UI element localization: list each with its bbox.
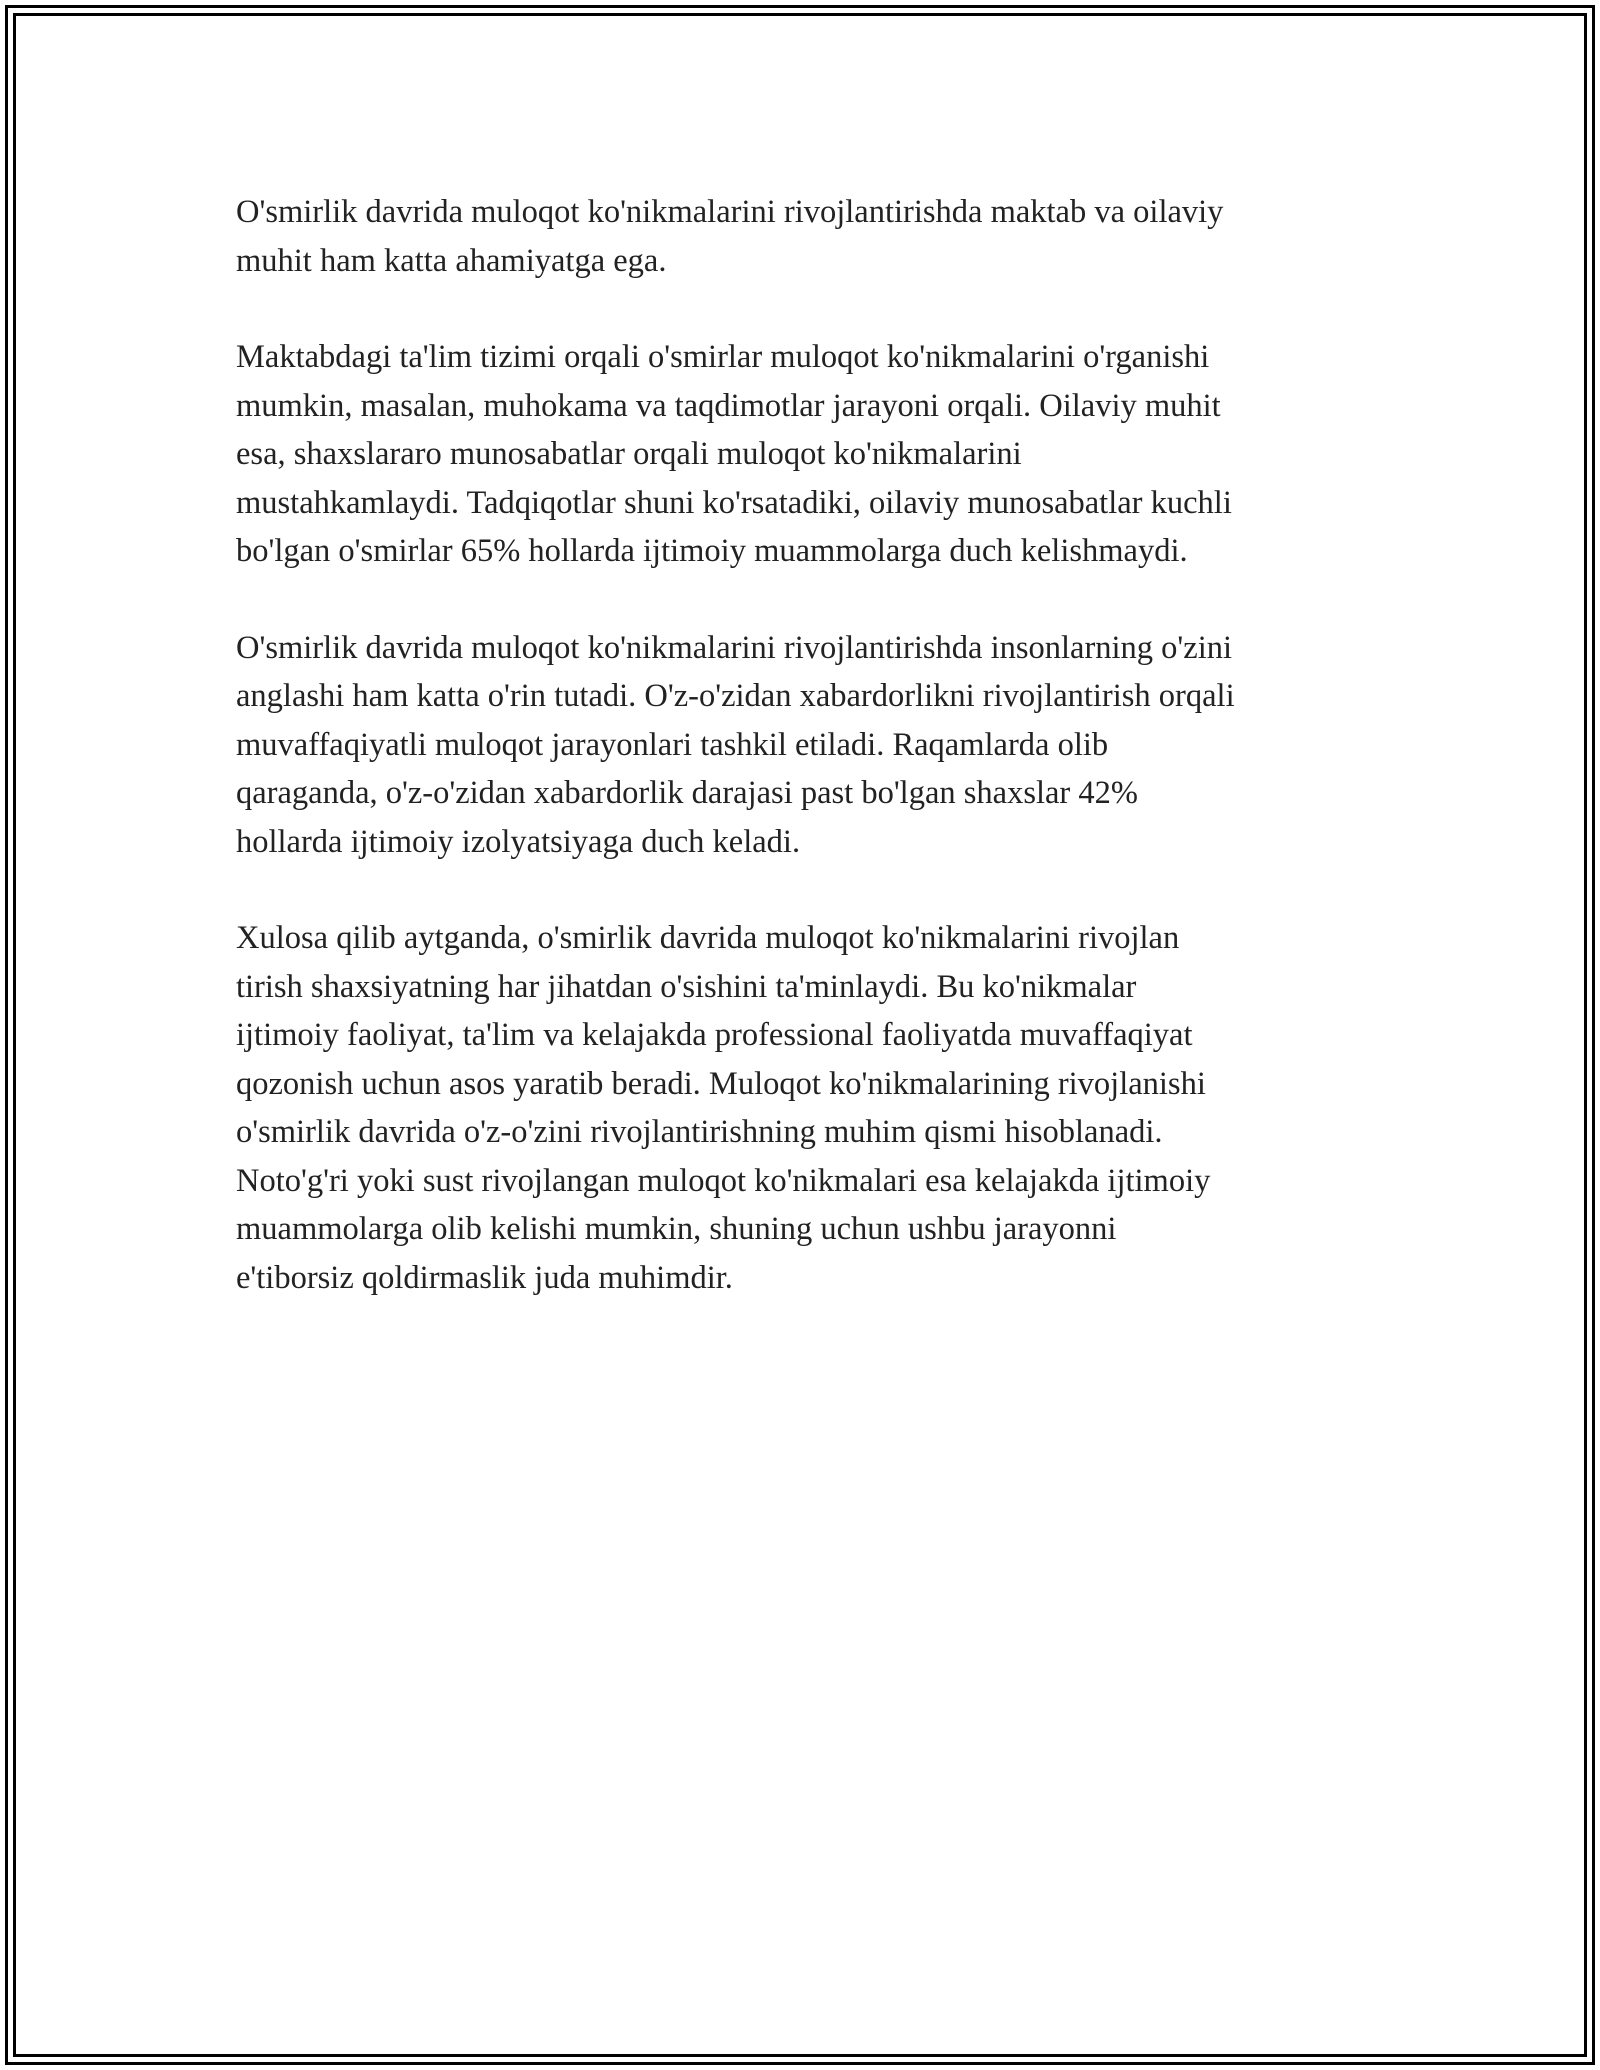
document-body <box>236 188 1371 1350</box>
paragraph-1: O'smirlik davrida muloqot ko'nikmalarini rivojlantirishda maktab va oilaviy muhit ham katta ahamiyatga ega. <box>236 194 1224 279</box>
paragraph-2: Maktabdagi ta'lim tizimi orqali o'smirlar muloqot ko'nikmalarini o'rganishi mumkin, masalan, muhokama va taqdimotlar jarayoni orqali. Oilaviy muhit esa, shaxslararo munosabatlar orqali muloqot ko'nikmalarini mustahkamlaydi. Tadqiqotlar shuni ko'rsatadiki, oilaviy munosabatlar kuchli bo'lgan o'smirlar 65% hollarda ijtimoiy muammolarga duch kelishmaydi. <box>236 339 1232 569</box>
paragraph-3: O'smirlik davrida muloqot ko'nikmalarini rivojlantirishda insonlarning o'zini anglashi ham katta o'rin tutadi. O'z-o'zidan xabardorlikni rivojlantirish orqali muvaffaqiyatli muloqot jarayonlari tashkil etiladi. Raqamlarda olib qaraganda, o'z-o'zidan xabardorlik darajasi past bo'lgan shaxslar 42% hollarda ijtimoiy izolyatsiyaga duch keladi. <box>236 629 1235 860</box>
paragraph-4: Xulosa qilib aytganda, o'smirlik davrida muloqot ko'nikmalarini rivojlan tirish shaxsiyatning har jihatdan o'sishini ta'minlaydi. Bu ko'nikmalar ijtimoiy faoliyat, ta'lim va kelajakda professional faoliyatda muvaffaqiyat qozonish uchun asos yaratib beradi. Muloqot ko'nikmalarining rivojlanishi o'smirlik davrida o'z-o'zini rivojlantirishning muhim qismi hisoblanadi. Noto'g'ri yoki sust rivojlangan muloqot ko'nikmalari esa kelajakda ijtimoiy muammolarga olib kelishi mumkin, shuning uchun ushbu jarayonni e'tiborsiz qoldirmaslik juda muhimdir. <box>236 920 1211 1296</box>
